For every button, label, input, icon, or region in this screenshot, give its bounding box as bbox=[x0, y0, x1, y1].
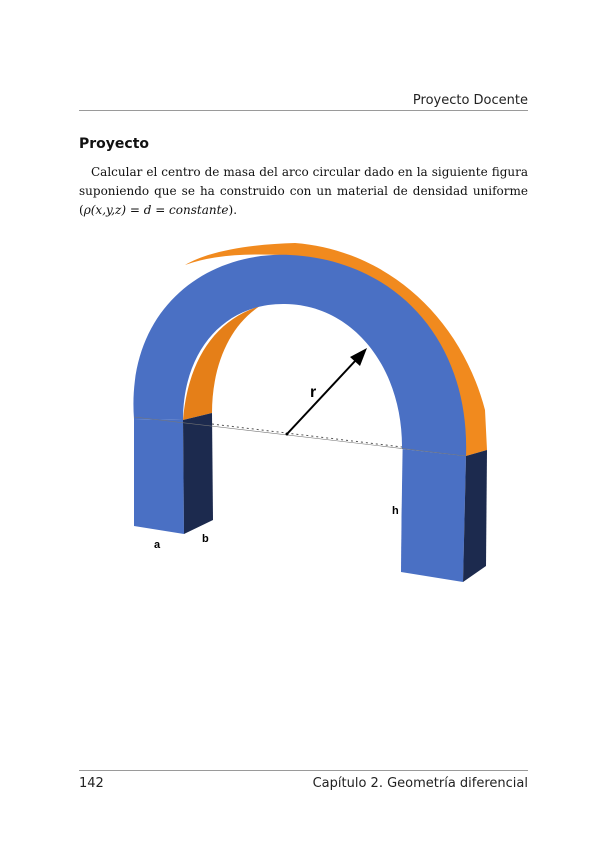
running-header: Proyecto Docente bbox=[412, 93, 528, 108]
label-r: r bbox=[310, 384, 317, 401]
right-leg-side bbox=[463, 450, 487, 582]
left-leg-front bbox=[134, 419, 184, 534]
page-number: 142 bbox=[79, 776, 104, 791]
label-h: h bbox=[392, 505, 399, 517]
label-a: a bbox=[154, 539, 161, 551]
chapter-title: Capítulo 2. Geometría diferencial bbox=[312, 776, 528, 791]
section-title: Proyecto bbox=[79, 136, 150, 152]
radius-arrow bbox=[287, 360, 356, 434]
footer-rule bbox=[79, 770, 528, 771]
statement-text: Calcular el centro de masa del arco circular dado en la siguiente figura suponiendo que se ha construido con un material de densidad uniforme ( bbox=[79, 165, 528, 217]
statement-end: ). bbox=[228, 203, 238, 217]
center-dotted-line bbox=[212, 424, 402, 447]
right-leg-front bbox=[401, 449, 466, 582]
density-formula: ρ(x,y,z) = d = constante bbox=[83, 203, 229, 217]
label-b: b bbox=[202, 533, 209, 545]
left-leg-side bbox=[183, 413, 213, 534]
